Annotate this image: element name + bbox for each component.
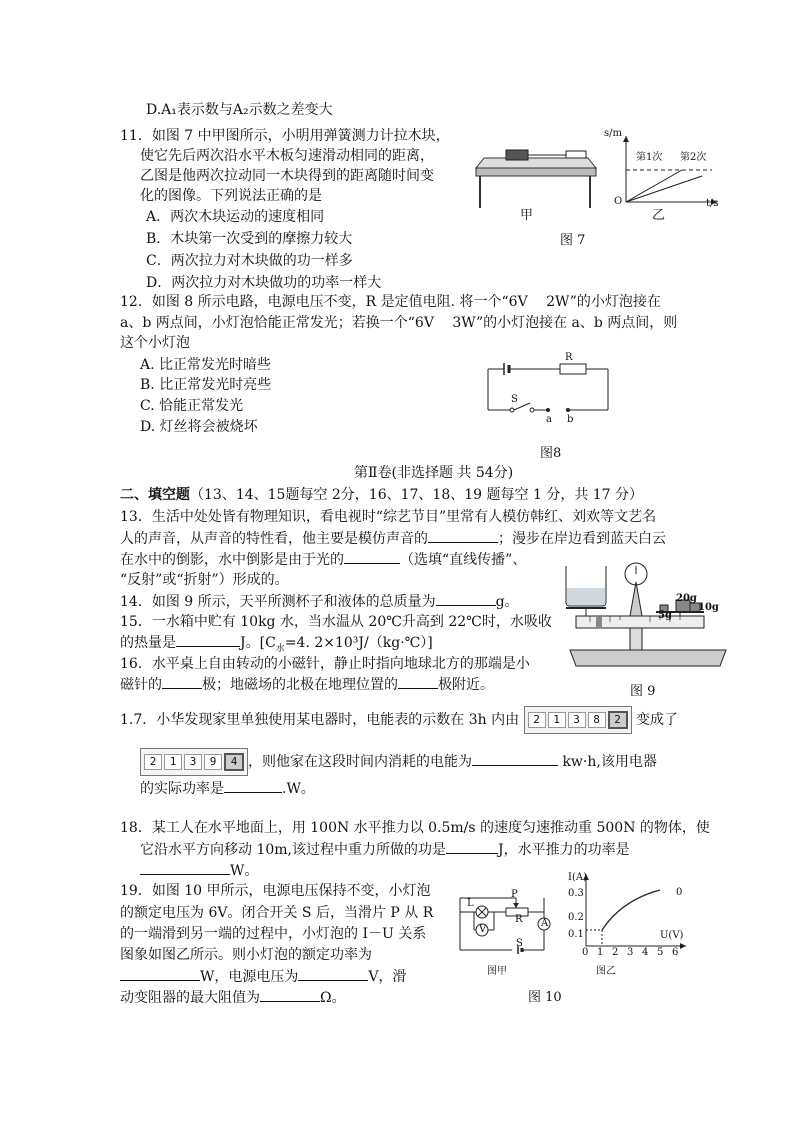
meter-digit-decimal: 4 — [224, 753, 244, 771]
figure-7-axis-t: t/s — [706, 198, 719, 209]
figure-9-weight-5g: 5g — [658, 610, 672, 621]
q11-option-a: A．两次木块运动的速度相同 — [146, 209, 325, 225]
q11-option-c: C．两次拉力对木块做的功一样多 — [146, 253, 353, 269]
q15-text: J。[C — [240, 635, 276, 651]
q15-text: =4. 2×10³J/（kg·℃）] — [284, 635, 433, 651]
q16-text: 极附近。 — [438, 677, 494, 693]
q13-line4: “反射”或“折射”）形成的。 — [120, 572, 289, 588]
q14-text: g。 — [495, 594, 519, 610]
q17-blank-2[interactable] — [224, 778, 282, 793]
q11-stem-line1: 11．如图 7 中甲图所示，小明用弹簧测力计拉木块， — [120, 128, 450, 144]
figure-10-tick-0.1: 0.1 — [568, 929, 584, 940]
q12-stem-line3: 这个小灯泡 — [120, 335, 190, 351]
q13-line1: 13．生活中处处皆有物理知识，看电视时“综艺节目”里常有人模仿韩红、刘欢等文艺名 — [120, 509, 657, 525]
q11-stem-line4: 化的图像。下列说法正确的是 — [140, 188, 322, 204]
q15-blank[interactable] — [176, 632, 240, 647]
meter-digit-decimal: 2 — [608, 711, 628, 729]
figure-10-axis-i: I(A) — [568, 872, 587, 883]
q16-line2 — [120, 674, 494, 695]
q19-line1: 19．如图 10 甲所示，电源电压保持不变，小灯泡 — [120, 883, 431, 899]
figure-8-label-b: b — [567, 414, 574, 425]
q10-option-d: D.A₁表示数与A₂示数之差变大 — [146, 102, 333, 118]
energy-meter-before — [524, 706, 632, 734]
q17-text: .W。 — [282, 781, 315, 797]
q19-text: Ω。 — [320, 990, 346, 1006]
figure-10-jia-label: 图甲 — [487, 966, 507, 977]
q12-option-d: D. 灯丝将会被烧坏 — [140, 419, 258, 435]
part2-heading: 第Ⅱ卷(非选择题 共 54分) — [354, 465, 514, 481]
energy-meter-after — [140, 748, 248, 776]
meter-digit: 2 — [144, 754, 162, 770]
figure-10-tick-x6: 6 — [672, 947, 679, 958]
q19-line5 — [120, 966, 407, 987]
figure-9-weight-10g: 10g — [698, 602, 719, 613]
q17-text: 的实际功率是 — [140, 781, 224, 797]
q16-text: 极；地磁场的北极在地理位置的 — [202, 677, 398, 693]
q18-line2 — [140, 839, 630, 860]
q13-text: 在水中的倒影，水中倒影是由于光的 — [120, 552, 344, 568]
q13-line3 — [120, 549, 526, 570]
figure-10-label-p: P — [511, 889, 518, 900]
figure-10-label-s: S — [516, 938, 523, 949]
meter-digit: 3 — [568, 712, 586, 728]
figure-10-tick-x2: 2 — [612, 947, 619, 958]
q12-stem-line2: a、b 两点间，小灯泡恰能正常发光；若换一个“6V 3W”的小灯泡接在 a、b 两点间，则 — [120, 315, 678, 331]
figure-8-label-r: R — [565, 352, 573, 363]
figure-10-yi-label: 图乙 — [596, 966, 616, 977]
q18-line3 — [140, 860, 258, 881]
q18-blank-1[interactable] — [446, 839, 498, 854]
q19-text: W，电源电压为 — [200, 969, 299, 985]
figure-10-label-v: V — [479, 924, 487, 935]
q11-option-d: D．两次拉力对木块做功的功率一样大 — [146, 275, 382, 291]
q13-blank-2[interactable] — [344, 549, 400, 564]
q12-option-c: C. 恰能正常发光 — [140, 398, 244, 414]
figure-10-tick-0.3: 0.3 — [568, 888, 584, 899]
figure-10-label-a: A — [541, 918, 549, 929]
figure-10-tick-x4: 4 — [642, 947, 649, 958]
q13-text: ；漫步在岸边看到蓝天白云 — [498, 531, 666, 547]
meter-digit: 1 — [164, 754, 182, 770]
q19-line6 — [120, 987, 346, 1008]
meter-digit: 2 — [528, 712, 546, 728]
section-heading — [120, 485, 643, 505]
figure-10-tick-0.2: 0.2 — [568, 912, 584, 923]
q17-text: 1.7．小华发现家里单独使用某电器时，电能表的示数在 3h 内由 — [120, 712, 520, 728]
meter-digit: 8 — [588, 712, 606, 728]
q15-text: 的热量是 — [120, 635, 176, 651]
figure-7-caption: 图 7 — [560, 233, 586, 248]
q16-blank-2[interactable] — [398, 674, 438, 689]
q12-option-b: B. 比正常发光时亮些 — [140, 377, 272, 393]
figure-7-axis-s: s/m — [604, 128, 622, 139]
q15-line1: 15．一水箱中贮有 10kg 水，当水温从 20℃升高到 22℃时，水吸收 — [120, 614, 552, 630]
q19-blank-3[interactable] — [260, 987, 320, 1002]
q16-line1: 16．水平桌上自由转动的小磁针，静止时指向地球北方的那端是小 — [120, 656, 530, 672]
q14-text: 14．如图 9 所示，天平所测杯子和液体的总质量为 — [120, 594, 436, 610]
figure-7-jia-label: 甲 — [520, 208, 534, 223]
q19-blank-2[interactable] — [298, 966, 368, 981]
q15-subscript: 水 — [275, 643, 285, 654]
figure-7-second: 第2次 — [680, 152, 707, 163]
q16-blank-1[interactable] — [162, 674, 202, 689]
q13-text: （选填“直线传播”、 — [400, 552, 527, 568]
q17-blank-1[interactable] — [472, 751, 558, 766]
q12-stem-line1: 12．如图 8 所示电路，电源电压不变，R 是定值电阻. 将一个“6V 2W”的小灯泡接在 — [120, 294, 661, 310]
meter-digit: 1 — [548, 712, 566, 728]
figure-9-weight-20g: 20g — [676, 593, 697, 604]
figure-10-label-l: L — [467, 898, 474, 909]
q19-text: V，滑 — [368, 969, 407, 985]
figure-10-caption: 图 10 — [528, 990, 562, 1005]
section-note: （13、14、15题每空 2分，16、17、18、19 题每空 1 分，共 17 分） — [190, 487, 644, 503]
figure-7-yi-label: 乙 — [652, 208, 666, 223]
q14-blank[interactable] — [436, 591, 496, 606]
figure-10-axis-u: U(V) — [660, 930, 684, 941]
q19-line2: 的额定电压为 6V。闭合开关 S 后，当滑片 P 从 R — [120, 905, 434, 921]
figure-10-tick-x1: 1 — [597, 947, 604, 958]
q13-text: 人的声音，从声音的特性看，他主要是模仿声音的 — [120, 531, 428, 547]
q17-text: kw·h,该用电器 — [562, 754, 657, 770]
section-title: 二、填空题 — [120, 487, 190, 503]
figure-7-origin: O — [614, 196, 623, 207]
q14-line — [120, 591, 519, 612]
q17-line1 — [120, 706, 678, 734]
q19-line4: 图象如图乙所示。则小灯泡的额定功率为 — [120, 947, 372, 963]
q12-option-a: A. 比正常发光时暗些 — [140, 357, 272, 373]
q11-stem-line3: 乙图是他两次拉动同一木块得到的距离随时间变 — [140, 168, 434, 184]
figure-10-tick-x3: 3 — [627, 947, 634, 958]
q11-option-b: B．木块第一次受到的摩擦力较大 — [146, 231, 353, 247]
figure-7-first: 第1次 — [636, 152, 663, 163]
q18-text: 它沿水平方向移动 10m,该过程中重力所做的功是 — [140, 842, 446, 858]
q18-text: J，水平推力的功率是 — [498, 842, 630, 858]
figure-8-caption: 图8 — [540, 446, 562, 461]
q11-stem-line2: 使它先后两次沿水平木板匀速滑动相同的距离， — [140, 148, 434, 164]
q13-line2 — [120, 528, 666, 549]
q17-line2 — [140, 748, 657, 776]
q19-blank-1[interactable] — [120, 966, 200, 981]
figure-10-zero-right: 0 — [676, 887, 683, 898]
figure-9-caption: 图 9 — [630, 684, 656, 699]
figure-8-label-s: S — [511, 394, 518, 405]
q13-blank-1[interactable] — [428, 528, 498, 543]
figure-7-jia — [466, 138, 606, 218]
figure-10-label-r: R — [515, 914, 523, 925]
figure-8-label-a: a — [546, 414, 552, 425]
meter-digit: 9 — [204, 754, 222, 770]
q17-text: 变成了 — [636, 712, 678, 728]
q18-blank-2[interactable] — [140, 860, 230, 875]
q17-line3 — [140, 778, 315, 799]
meter-digit: 3 — [184, 754, 202, 770]
q17-text: ，则他家在这段时间内消耗的电能为 — [248, 754, 472, 770]
q19-text: 动变阻器的最大阻值为 — [120, 990, 260, 1006]
q16-text: 磁针的 — [120, 677, 162, 693]
figure-9-balance — [560, 562, 736, 677]
figure-10-tick-x0: 0 — [582, 947, 589, 958]
figure-10-tick-x5: 5 — [657, 947, 664, 958]
q19-line3: 的一端滑到另一端的过程中，小灯泡的 I－U 关系 — [120, 926, 427, 942]
q18-text: W。 — [230, 863, 259, 879]
q18-line1: 18．某工人在水平地面上，用 100N 水平推力以 0.5m/s 的速度匀速推动重 500N 的物体，使 — [120, 820, 710, 836]
